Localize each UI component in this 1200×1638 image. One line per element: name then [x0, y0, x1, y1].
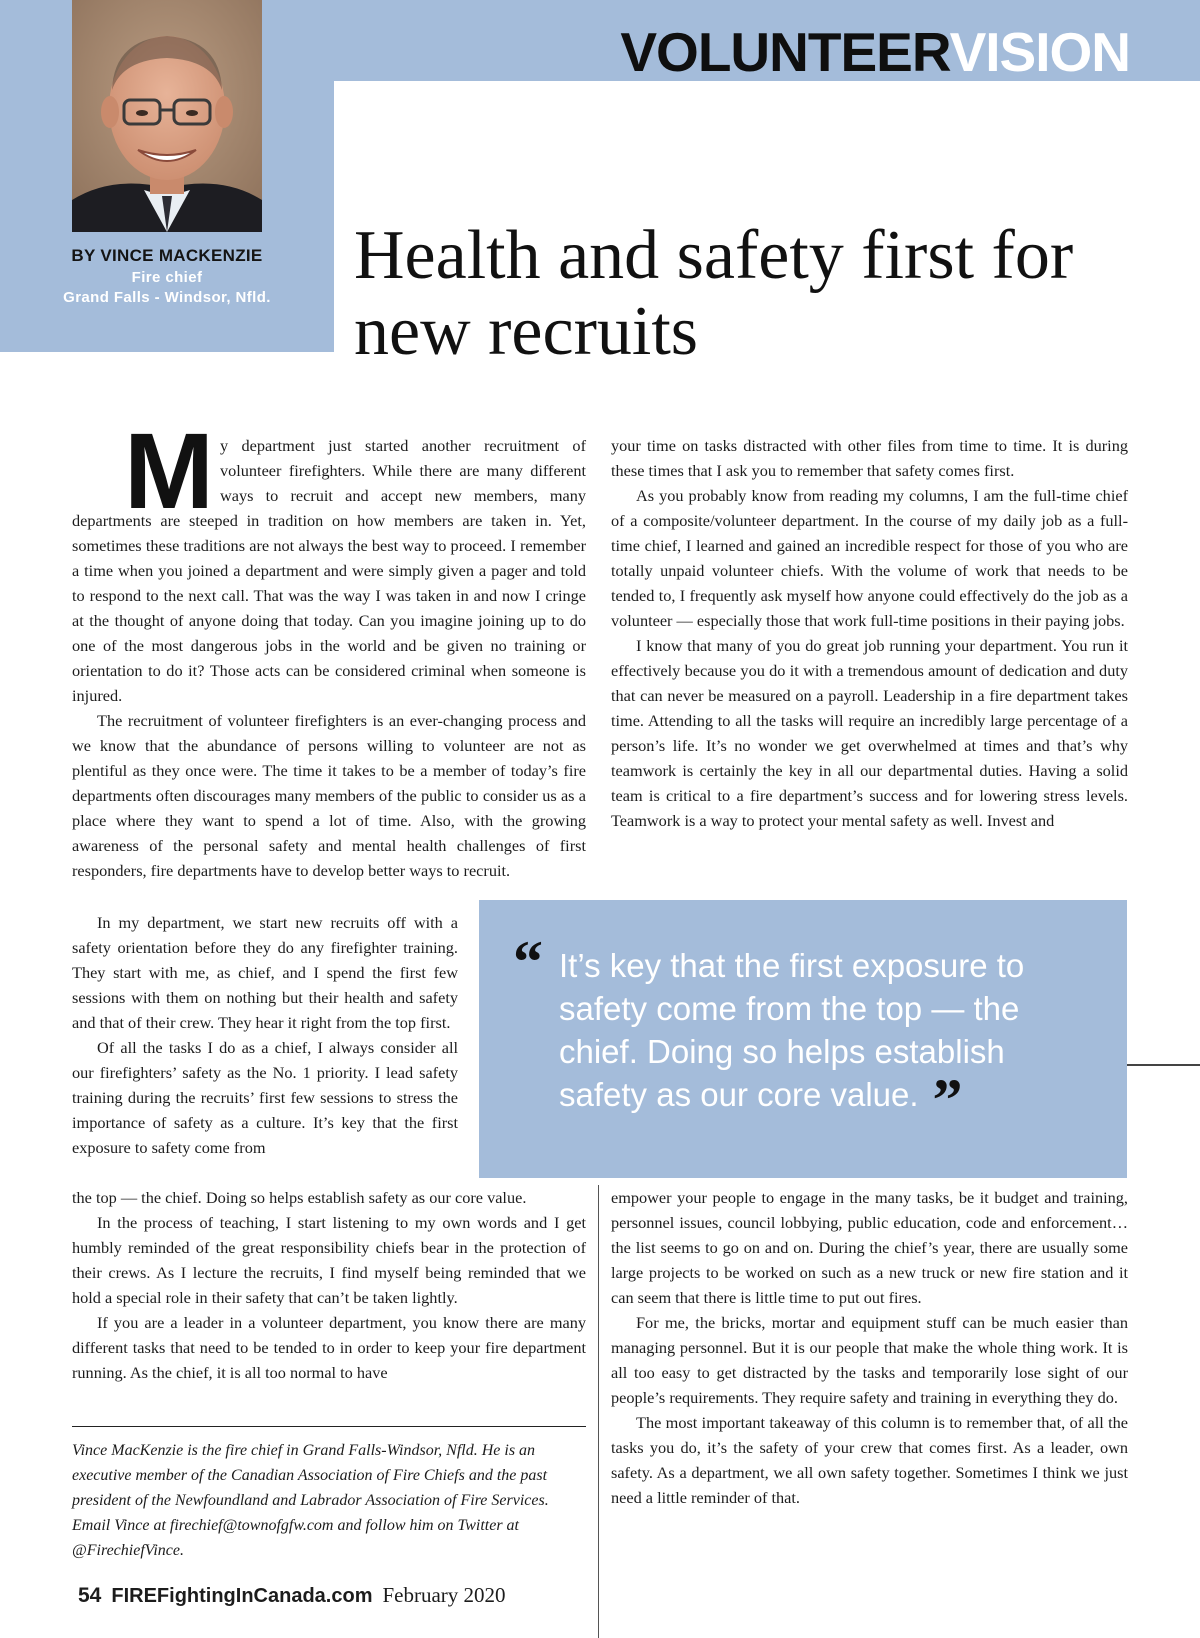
pull-quote — [479, 900, 1127, 1178]
page-footer — [78, 1583, 506, 1608]
body-paragraph: empower your people to engage in the many tasks, be it budget and training, personnel issues, council lobbying, public education, code and enforcement… the list seems to go on and on. During the chief’s year, there are usually some large projects to be worked on such as a new truck or new fire station and it can seem that there is little time to put out fires. — [611, 1188, 1128, 1307]
author-panel — [0, 0, 334, 352]
drop-cap: M — [124, 410, 214, 531]
body-column-right-bottom — [611, 1185, 1128, 1510]
headline: Health and safety first for new recruits — [354, 217, 1074, 370]
body-paragraph: If you are a leader in a volunteer department, you know there are many different tasks that need to be tended to in order to keep your fire department running. As the chief, it is all too normal to have — [72, 1313, 586, 1382]
section-title — [620, 22, 1130, 82]
body-paragraph: The recruitment of volunteer firefighters is an ever-changing process and we know that the abundance of persons willing to volunteer are not as plentiful as they once were. The time it takes to be a member of today’s fire departments often discourages many members of the public to consider us as a place where they want to spend a lot of time. Also, with the growing awareness of the personal safety and mental health challenges of first responders, fire departments have to develop better ways to recruit. — [72, 711, 586, 880]
body-paragraph: My department just started another recruitment of volunteer firefighters. While there are many different ways to recruit and accept new members, many departments are steeped in tradition on how members are taken in. Yet, sometimes these traditions are not always the best way to proceed. I remember a time when you joined a department and were simply given a pager and told to respond to the next call. That was the way I was taken in and now I cringe at the thought of anyone doing that today. Can you imagine joining up to do one of the most dangerous jobs in the world and be given no training or orientation to do it? Those acts can be considered criminal when someone is injured. — [72, 410, 586, 705]
website-name: FIREFightingInCanada.com — [111, 1585, 373, 1607]
section-title-word2: VISION — [949, 21, 1130, 83]
body-paragraph: your time on tasks distracted with other files from time to time. It is during these times that I ask you to remember that safety comes first. — [611, 436, 1128, 480]
open-quote-mark: “ — [513, 929, 543, 995]
pull-quote-rule — [1127, 1064, 1200, 1066]
body-paragraph: The most important takeaway of this column is to remember that, of all the tasks you do, it’s the safety of your crew that comes first. As a leader, own safety. As a department, we all own safety together. Sometimes I think we just need a little reminder of that. — [611, 1413, 1128, 1507]
author-name: BY VINCE MACKENZIE — [71, 246, 263, 265]
body-paragraph: I know that many of you do great job running your department. You run it effectively because you do it with a tremendous amount of dedication and duty that can never be measured on a payroll. Leadership in a fire department takes time. Attending to all the tasks will require an incredibly large percentage of a person’s life. It’s no wonder we get overwhelmed at times and that’s why teamwork is certainly the key in all our departmental duties. Having a solid team is critical to a fire department’s success and for lowering stress levels. Teamwork is a way to protect your mental safety as well. Invest and — [611, 636, 1128, 830]
column-divider — [598, 1185, 599, 1638]
body-paragraph: As you probably know from reading my columns, I am the full-time chief of a composite/volunteer department. In the course of my daily job as a full-time chief, I learned and gained an incredible respect for those of you who are totally unpaid volunteer chiefs. With the volume of work that needs to be tended to, I frequently ask myself how anyone could effectively do the job as a volunteer — especially those that work full-time positions in their paying jobs. — [611, 486, 1128, 630]
issue-date: February 2020 — [382, 1583, 506, 1607]
author-bio: Vince MacKenzie is the fire chief in Grand Falls-Windsor, Nfld. He is an executive member of the Canadian Association of Fire Chiefs and the past president of the Newfoundland and Labrador Association of Fire Services. Email Vince at firechief@townofgfw.com and follow him on Twitter at @FirechiefVince. — [72, 1442, 549, 1559]
bio-divider — [72, 1426, 586, 1427]
pull-quote-text: It’s key that the first exposure to safety come from the top — the chief. Doing so helps establish safety as our core value. ” — [559, 947, 1025, 1133]
body-column-left-top — [72, 410, 586, 883]
body-column-right-top — [611, 433, 1128, 833]
byline — [0, 246, 334, 306]
author-location: Grand Falls - Windsor, Nfld. — [63, 289, 271, 306]
body-column-left-bottom — [72, 1185, 586, 1385]
body-paragraph: In the process of teaching, I start listening to my own words and I get humbly reminded of the great responsibility chiefs bear in the protection of their crews. As I lecture the recruits, I find myself being reminded that we hold a special role in their safety that can’t be taken lightly. — [72, 1213, 586, 1307]
author-title: Fire chief — [131, 269, 203, 286]
page-number: 54 — [78, 1584, 102, 1607]
body-paragraph: Of all the tasks I do as a chief, I always consider all our firefighters’ safety as the No. 1 priority. I lead safety training during the recruits’ first few sessions to stress the importance of safety as a culture. It’s key that the first exposure to safety come from — [72, 1038, 458, 1157]
body-column-left-middle — [72, 910, 458, 1160]
author-photo — [72, 0, 262, 232]
close-quote-mark: ” — [932, 1067, 963, 1133]
body-paragraph: For me, the bricks, mortar and equipment stuff can be much easier than managing personnel. But it is our people that make the whole thing work. It is all too easy to get distracted by the tasks and temporarily lose sight of our people’s requirements. They require safety and training in everything they do. — [611, 1313, 1128, 1407]
section-title-word1: VOLUNTEER — [620, 21, 950, 83]
body-paragraph: the top — the chief. Doing so helps establish safety as our core value. — [72, 1188, 527, 1207]
body-paragraph: In my department, we start new recruits off with a safety orientation before they do any firefighter training. They start with me, as chief, and I spend the first few sessions with them on nothing but their health and safety and that of their crew. They hear it right from the top first. — [72, 913, 458, 1032]
